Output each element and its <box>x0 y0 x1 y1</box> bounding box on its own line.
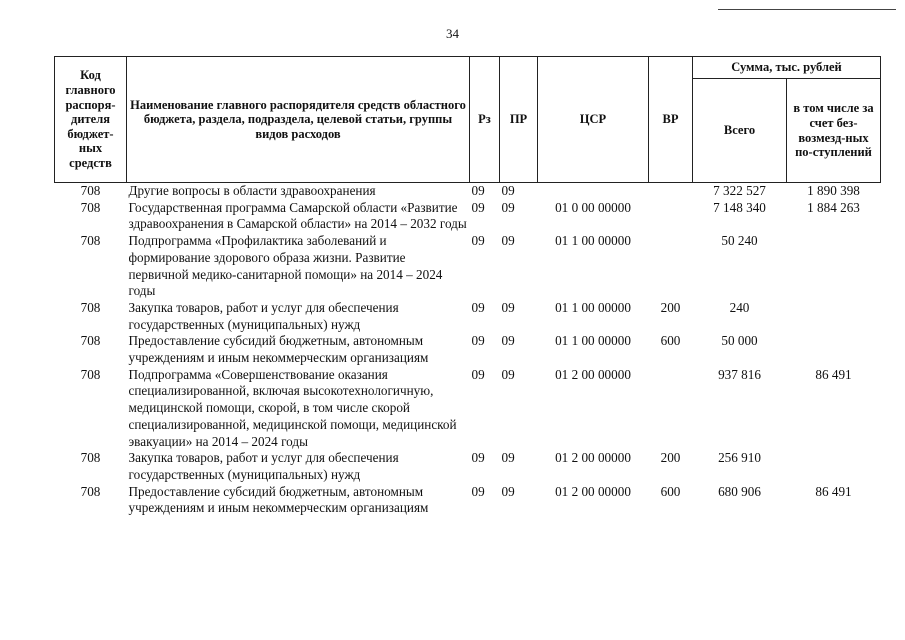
cell-incl: 86 491 <box>815 483 852 499</box>
cell-rz: 09 <box>471 366 485 382</box>
cell-code: 708 <box>80 233 101 249</box>
cell-total: 240 <box>729 299 750 315</box>
cell-total: 50 240 <box>721 233 758 249</box>
cell-incl <box>787 233 881 300</box>
cell-vr: 200 <box>660 299 681 315</box>
cell-name: Подпрограмма «Профилактика заболеваний и формирование здорового образа жизни. Развитие первичной медико-санитарной помощи» на 2014 – 2024 годы <box>128 233 443 299</box>
table-row <box>55 200 881 233</box>
cell-code: 708 <box>80 183 101 198</box>
cell-name: Закупка товаров, работ и услуг для обеспечения государственных (муниципальных) нужд <box>128 299 399 332</box>
cell-name: Другие вопросы в области здравоохранения <box>128 183 376 198</box>
cell-csr: 01 2 00 00000 <box>555 483 631 499</box>
cell-pr: 09 <box>501 450 515 466</box>
cell-incl <box>787 333 881 366</box>
cell-rz: 09 <box>471 199 485 215</box>
header-total: Всего <box>693 79 787 183</box>
cell-total: 680 906 <box>718 483 761 499</box>
cell-csr: 01 1 00 00000 <box>555 299 631 315</box>
cell-total: 50 000 <box>721 333 758 349</box>
cell-code: 708 <box>80 450 101 466</box>
cell-incl: 1 890 398 <box>807 183 860 198</box>
cell-code: 708 <box>80 333 101 349</box>
header-incl: в том числе за счет без-возмезд-ных по-ступлений <box>787 79 881 183</box>
cell-name: Предоставление субсидий бюджетным, автономным учреждениям и иным некоммерческим организациям <box>128 333 429 366</box>
table-body <box>55 183 881 518</box>
cell-vr <box>649 367 693 451</box>
header-pr: ПР <box>500 57 538 183</box>
table-row <box>55 183 881 200</box>
cell-csr: 01 1 00 00000 <box>555 233 631 249</box>
table-row <box>55 300 881 333</box>
page-number: 34 <box>446 26 459 41</box>
cell-pr: 09 <box>501 183 515 198</box>
cell-vr: 600 <box>660 333 681 349</box>
cell-code: 708 <box>80 199 101 215</box>
header-vr: ВР <box>649 57 693 183</box>
top-rule <box>718 9 896 10</box>
cell-csr <box>538 183 649 200</box>
cell-csr: 01 0 00 00000 <box>555 199 631 215</box>
table-row <box>55 333 881 366</box>
cell-name: Подпрограмма «Совершенствование оказания специализированной, включая высокотехнологичную, медицинской помощи, скорой, в том числе скорой специализированной, медицинской помощи, медицинской эвакуации» на 2014 – 2024 годы <box>128 366 457 449</box>
cell-incl <box>787 450 881 483</box>
cell-total: 7 322 527 <box>713 183 766 198</box>
header-rz: Рз <box>470 57 500 183</box>
cell-code: 708 <box>80 366 101 382</box>
cell-name: Государственная программа Самарской области «Развитие здравоохранения в Самарской области» на 2014 – 2032 годы <box>128 199 467 232</box>
table-row <box>55 450 881 483</box>
budget-table <box>54 56 881 517</box>
cell-csr: 01 2 00 00000 <box>555 450 631 466</box>
cell-pr: 09 <box>501 233 515 249</box>
cell-pr: 09 <box>501 483 515 499</box>
cell-incl: 86 491 <box>815 366 852 382</box>
cell-incl: 1 884 263 <box>807 199 860 215</box>
cell-vr: 600 <box>660 483 681 499</box>
cell-pr: 09 <box>501 199 515 215</box>
cell-vr: 200 <box>660 450 681 466</box>
table-row <box>55 233 881 300</box>
cell-rz: 09 <box>471 233 485 249</box>
table-row <box>55 367 881 451</box>
cell-name: Предоставление субсидий бюджетным, автономным учреждениям и иным некоммерческим организациям <box>128 483 429 516</box>
cell-rz: 09 <box>471 183 485 198</box>
cell-csr: 01 1 00 00000 <box>555 333 631 349</box>
cell-total: 937 816 <box>718 366 761 382</box>
cell-rz: 09 <box>471 299 485 315</box>
cell-pr: 09 <box>501 366 515 382</box>
cell-csr: 01 2 00 00000 <box>555 366 631 382</box>
cell-vr <box>649 183 693 200</box>
cell-code: 708 <box>80 299 101 315</box>
cell-rz: 09 <box>471 333 485 349</box>
table-row <box>55 484 881 517</box>
header-sum: Сумма, тыс. рублей <box>693 57 881 79</box>
header-csr: ЦСР <box>538 57 649 183</box>
cell-vr <box>649 233 693 300</box>
cell-rz: 09 <box>471 450 485 466</box>
cell-total: 256 910 <box>718 450 761 466</box>
cell-rz: 09 <box>471 483 485 499</box>
cell-name: Закупка товаров, работ и услуг для обеспечения государственных (муниципальных) нужд <box>128 450 399 482</box>
cell-incl <box>787 300 881 333</box>
cell-pr: 09 <box>501 299 515 315</box>
cell-pr: 09 <box>501 333 515 349</box>
cell-code: 708 <box>80 483 101 499</box>
header-name: Наименование главного распорядителя средств областного бюджета, раздела, подраздела, целевой статьи, группы видов расходов <box>127 57 470 183</box>
cell-vr <box>649 200 693 233</box>
cell-total: 7 148 340 <box>713 199 766 215</box>
header-code: Код главного распоря-дителя бюджет-ных средств <box>55 57 127 183</box>
